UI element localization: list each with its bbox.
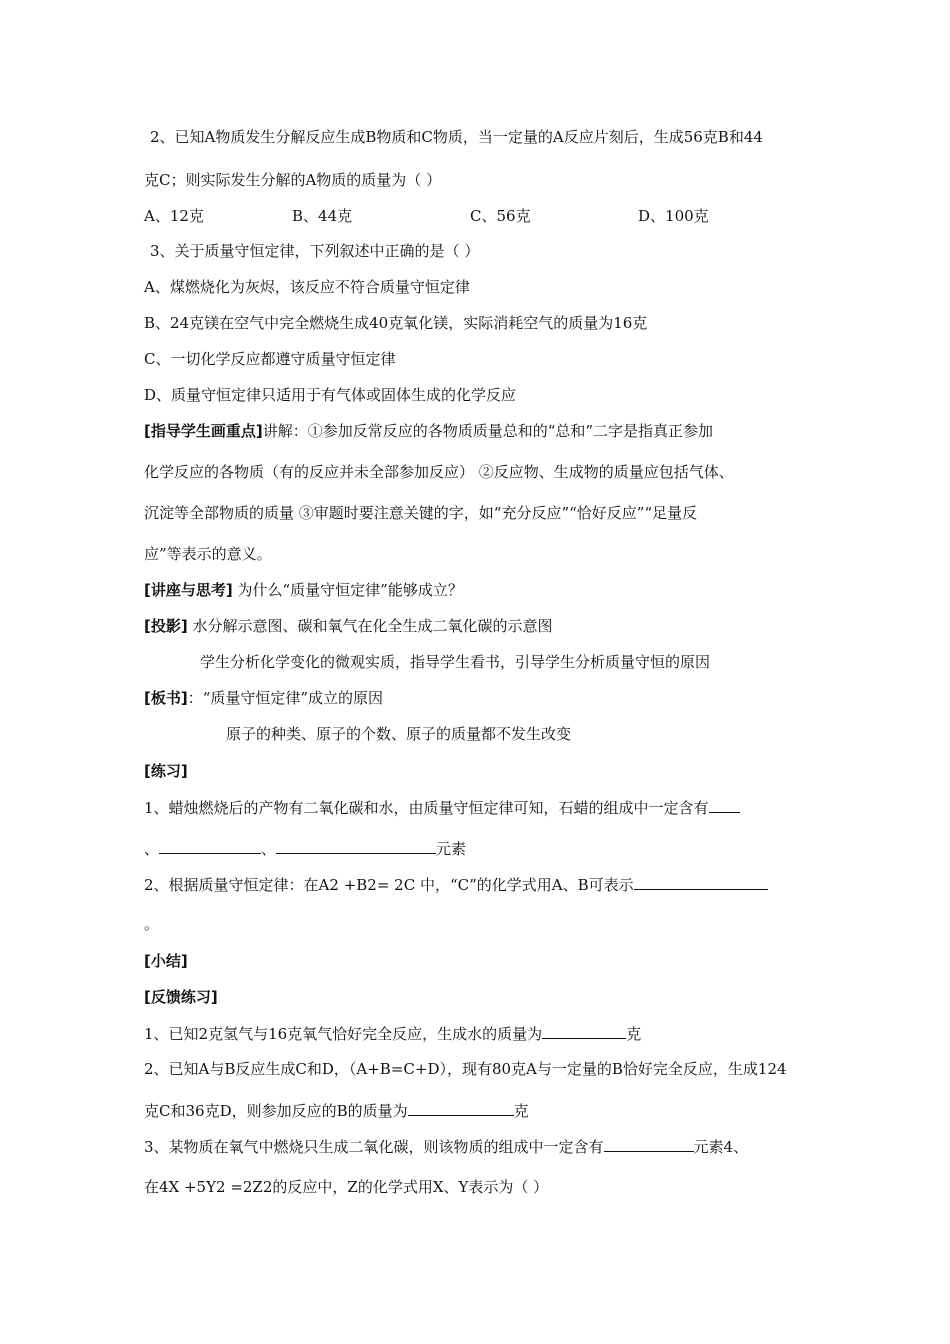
q2-line2: 克C；则实际发生分解的A物质的质量为（ ）: [144, 171, 442, 189]
projection-sub: 学生分析化学变化的微观实质，指导学生看书，引导学生分析质量守恒的原因: [200, 653, 711, 671]
summary-tag: [小结]: [144, 952, 188, 970]
guide-tag: [指导学生画重点]: [144, 422, 263, 440]
q3-stem: 3、关于质量守恒定律，下列叙述中正确的是（ ）: [150, 242, 480, 260]
lecture-section: [144, 579, 463, 600]
feedback-1-blank[interactable]: [542, 1022, 626, 1039]
q3-option-d: D、质量守恒定律只适用于有气体或固体生成的化学反应: [144, 386, 517, 404]
q2-option-b: B、44克: [292, 207, 353, 225]
practice-1-sep1: 、: [144, 840, 160, 858]
guide-line4: 应”等表示的意义。: [144, 545, 272, 563]
projection-tag: [投影]: [144, 617, 188, 635]
feedback-3-post: 元素4、: [693, 1138, 749, 1156]
guide-line3: 沉淀等全部物质的质量 ③审题时要注意关键的字，如“充分反应”“恰好反应”“足量反: [144, 504, 698, 522]
q3-option-a: A、煤燃烧化为灰烬，该反应不符合质量守恒定律: [144, 278, 470, 296]
guide-line2: 化学反应的各物质（有的反应并未全部参加反应） ②反应物、生成物的质量应包括气体、: [144, 463, 734, 481]
practice-1-end: 元素: [436, 840, 467, 858]
lecture-text: 为什么“质量守恒定律”能够成立？: [232, 581, 463, 599]
projection-text: 水分解示意图、碳和氧气在化全生成二氧化碳的示意图: [187, 617, 553, 635]
q2-option-a: A、12克: [144, 207, 204, 225]
practice-1-sep2: 、: [261, 840, 277, 858]
q2-option-c: C、56克: [470, 207, 531, 225]
guide-line1: 讲解：①参加反常反应的各物质质量总和的“总和”二字是指真正参加: [262, 422, 714, 440]
practice-1-blank-1[interactable]: [709, 796, 740, 813]
feedback-1-post: 克: [626, 1025, 642, 1043]
practice-2-blank[interactable]: [634, 873, 768, 890]
practice-1-line1: 1、蜡烛燃烧后的产物有二氧化碳和水，由质量守恒定律可知，石蜡的组成中一定含有: [144, 799, 709, 817]
q3-option-b: B、24克镁在空气中完全燃烧生成40克氧化镁，实际消耗空气的质量为16克: [144, 314, 648, 332]
board-sub: 原子的种类、原子的个数、原子的质量都不发生改变: [226, 725, 572, 743]
q2-line1: 2、已知A物质发生分解反应生成B物质和C物质，当一定量的A反应片刻后，生成56克B和44: [150, 128, 763, 146]
practice-1-blank-3[interactable]: [276, 837, 436, 854]
feedback-2-line1: 2、已知A与B反应生成C和D，（A+B=C+D），现有80克A与一定量的B恰好完全反应，生成124: [144, 1060, 787, 1078]
feedback-3-pre: 3、某物质在氧气中燃烧只生成二氧化碳，则该物质的组成中一定含有: [144, 1138, 604, 1156]
q3-option-c: C、一切化学反应都遵守质量守恒定律: [144, 350, 396, 368]
practice-2-line1: 2、根据质量守恒定律：在A2 +B2= 2C 中，“C”的化学式用A、B可表示: [144, 876, 634, 894]
q2-option-d: D、100克: [638, 207, 709, 225]
board-text: ：“质量守恒定律”成立的原因: [187, 689, 384, 707]
board-tag: [板书]: [144, 689, 188, 707]
practice-1-blank-2[interactable]: [159, 837, 261, 854]
practice-2-line2: 。: [144, 915, 160, 933]
feedback-tag: [反馈练习]: [144, 988, 218, 1006]
lecture-tag: [讲座与思考]: [144, 581, 233, 599]
feedback-2-pre: 克C和36克D，则参加反应的B的质量为: [144, 1102, 408, 1120]
feedback-2-blank[interactable]: [408, 1099, 514, 1116]
feedback-3-blank[interactable]: [604, 1135, 694, 1152]
feedback-4: 在4X +5Y2 =2Z2的反应中，Z的化学式用X、Y表示为（ ）: [144, 1178, 549, 1196]
practice-tag: [练习]: [144, 762, 188, 780]
feedback-1-pre: 1、已知2克氢气与16克氧气恰好完全反应，生成水的质量为: [144, 1025, 543, 1043]
feedback-2-post: 克: [513, 1102, 529, 1120]
